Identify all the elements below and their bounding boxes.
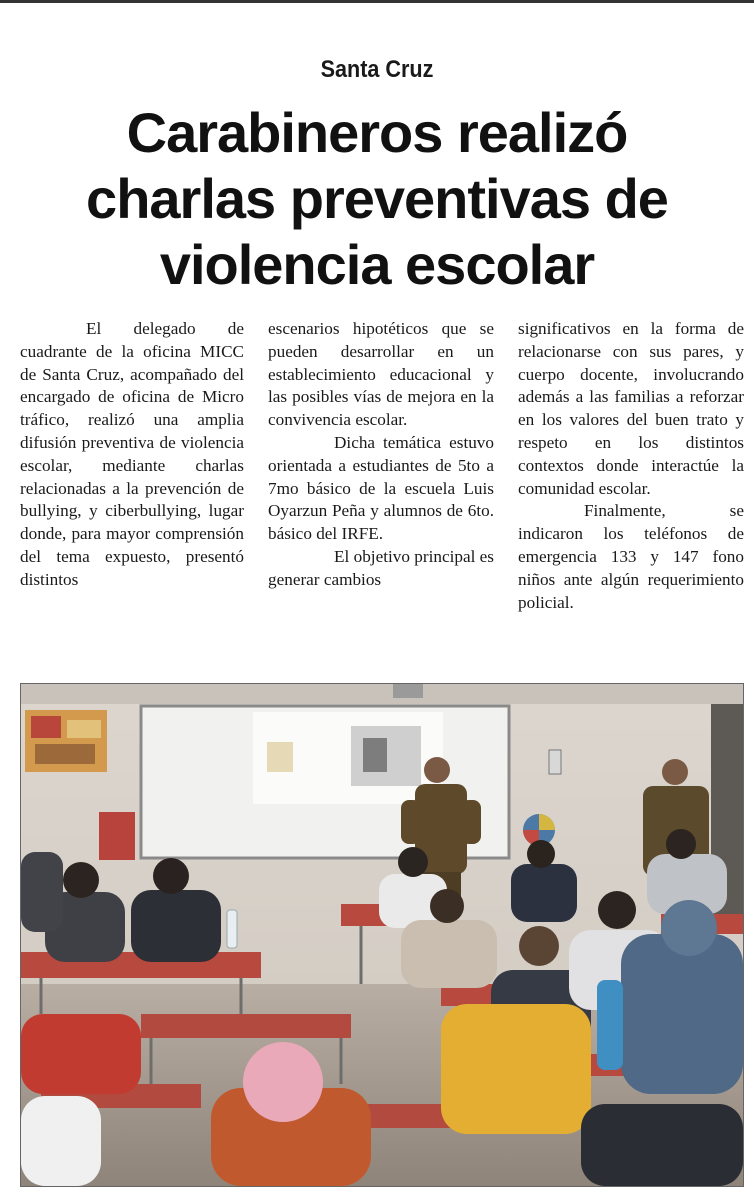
headline-line: charlas preventivas de: [86, 167, 668, 230]
top-rule: [0, 0, 754, 3]
headline-line: Carabineros realizó: [126, 101, 628, 164]
headline: [0, 100, 754, 298]
paragraph: escenarios hipotéticos que se pueden desarrollar en un establecimiento educacional y las posibles vías de mejora en la convivencia escolar.: [268, 319, 494, 430]
paragraph: El delegado de cuadrante de la oficina MICC de Santa Cruz, acompañado del encargado de oficina de Micro tráfico, realizó una amplia difusión preventiva de violencia escolar, mediante charlas relacionadas a la prevención de bullying, y ciberbullying, lugar donde, para mayor comprensión del tema expuesto, presentó distintos: [20, 319, 244, 589]
classroom-photo: [20, 683, 744, 1187]
article-column-3: [518, 318, 744, 614]
section-label: Santa Cruz: [320, 56, 434, 83]
paragraph: El objetivo principal es generar cambios: [268, 546, 494, 589]
paragraph: significativos en la forma de relacionarse con sus pares, y cuerpo docente, involucrando además a las familias a reforzar en los valores del buen trato y respeto en los distintos contextos donde interactúe la comunidad escolar.: [518, 319, 744, 498]
paragraph: Dicha temática estuvo orientada a estudiantes de 5to a 7mo básico de la escuela Luis Oyarzun Peña y alumnos de 6to. básico del IRFE.: [268, 432, 494, 544]
paragraph: Finalmente, se indicaron los teléfonos de emergencia 133 y 147 fono niños ante algún requerimiento policial.: [518, 501, 744, 612]
article-column-2: [268, 318, 494, 592]
article-column-1: [20, 318, 244, 592]
headline-line: violencia escolar: [159, 233, 595, 296]
classroom-illustration: [21, 684, 743, 1186]
